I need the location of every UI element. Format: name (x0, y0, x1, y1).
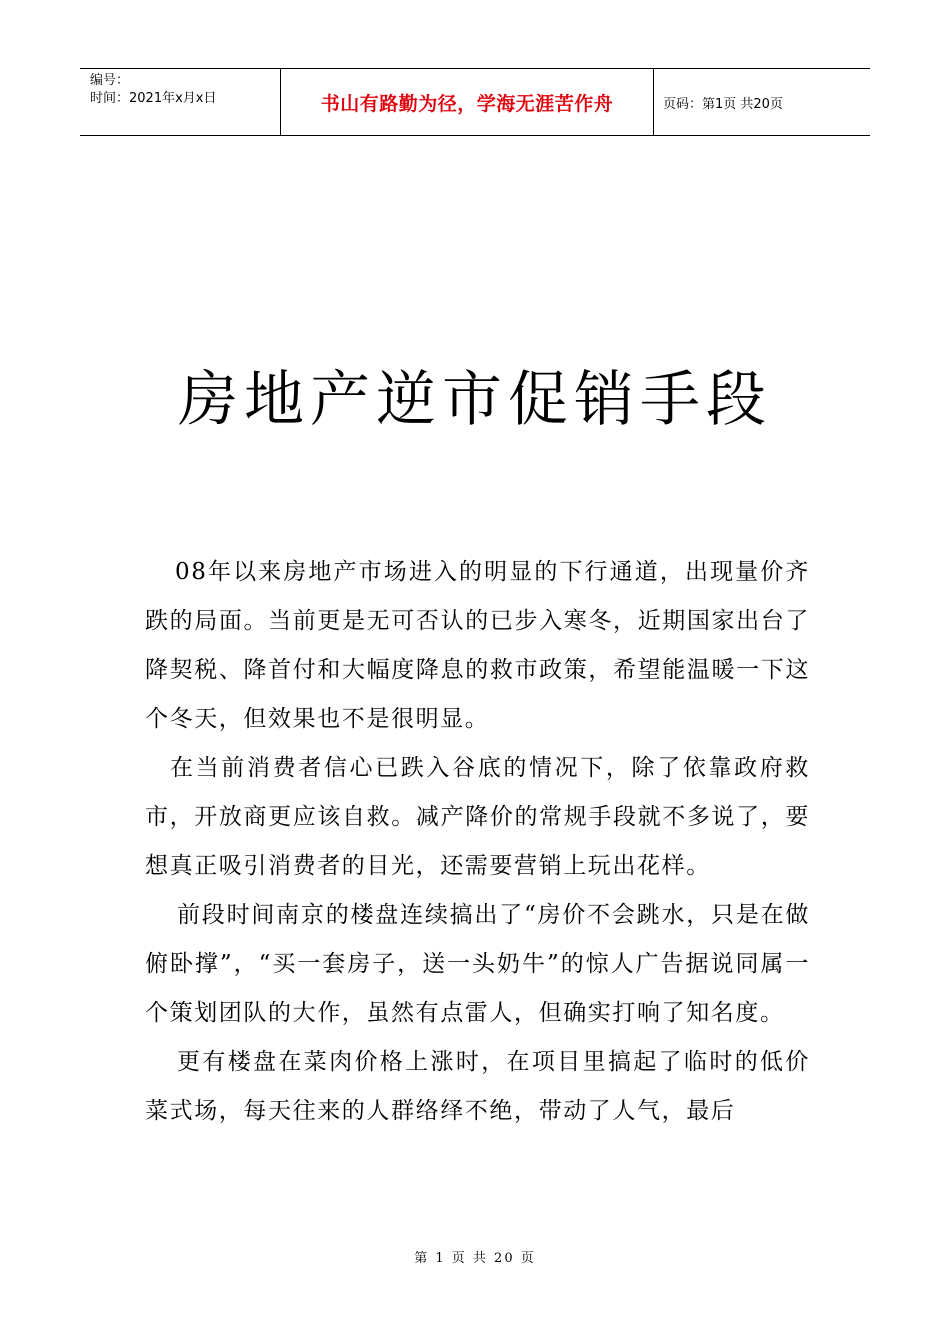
document-header-table (80, 68, 870, 136)
body-paragraph: 更有楼盘在菜肉价格上涨时，在项目里搞起了临时的低价菜式场，每天往来的人群络绎不绝，带动了人气，最后 (145, 1049, 810, 1124)
body-paragraph: 前段时间南京的楼盘连续搞出了“房价不会跳水，只是在做俯卧撑”，“买一套房子，送一头奶牛”的惊人广告据说同属一个策划团队的大作，虽然有点雷人，但确实打响了知名度。 (145, 902, 810, 1026)
header-meta-cell (80, 69, 281, 135)
document-number-label: 编号： (90, 73, 130, 88)
document-title: 房地产逆市促销手段 (178, 365, 772, 435)
body-paragraph: 在当前消费者信心已跌入谷底的情况下，除了依靠政府救市，开放商更应该自救。减产降价的常规手段就不多说了，要想真正吸引消费者的目光，还需要营销上玩出花样。 (145, 755, 810, 879)
header-page-cell (654, 69, 870, 135)
header-motto-cell (281, 69, 654, 135)
header-motto: 书山有路勤为径，学海无涯苦作舟 (320, 92, 614, 115)
header-page-info: 页码：第1页 共20页 (663, 96, 783, 112)
document-time-label: 时间：2021年x月x日 (90, 91, 217, 106)
page-footer: 第 1 页 共 20 页 (414, 1251, 536, 1266)
body-paragraph: 08年以来房地产市场进入的明显的下行通道，出现量价齐跌的局面。当前更是无可否认的已步入寒冬，近期国家出台了降契税、降首付和大幅度降息的救市政策，希望能温暖一下这个冬天，但效果也不是很明显。 (145, 559, 810, 732)
document-body (145, 548, 810, 1136)
